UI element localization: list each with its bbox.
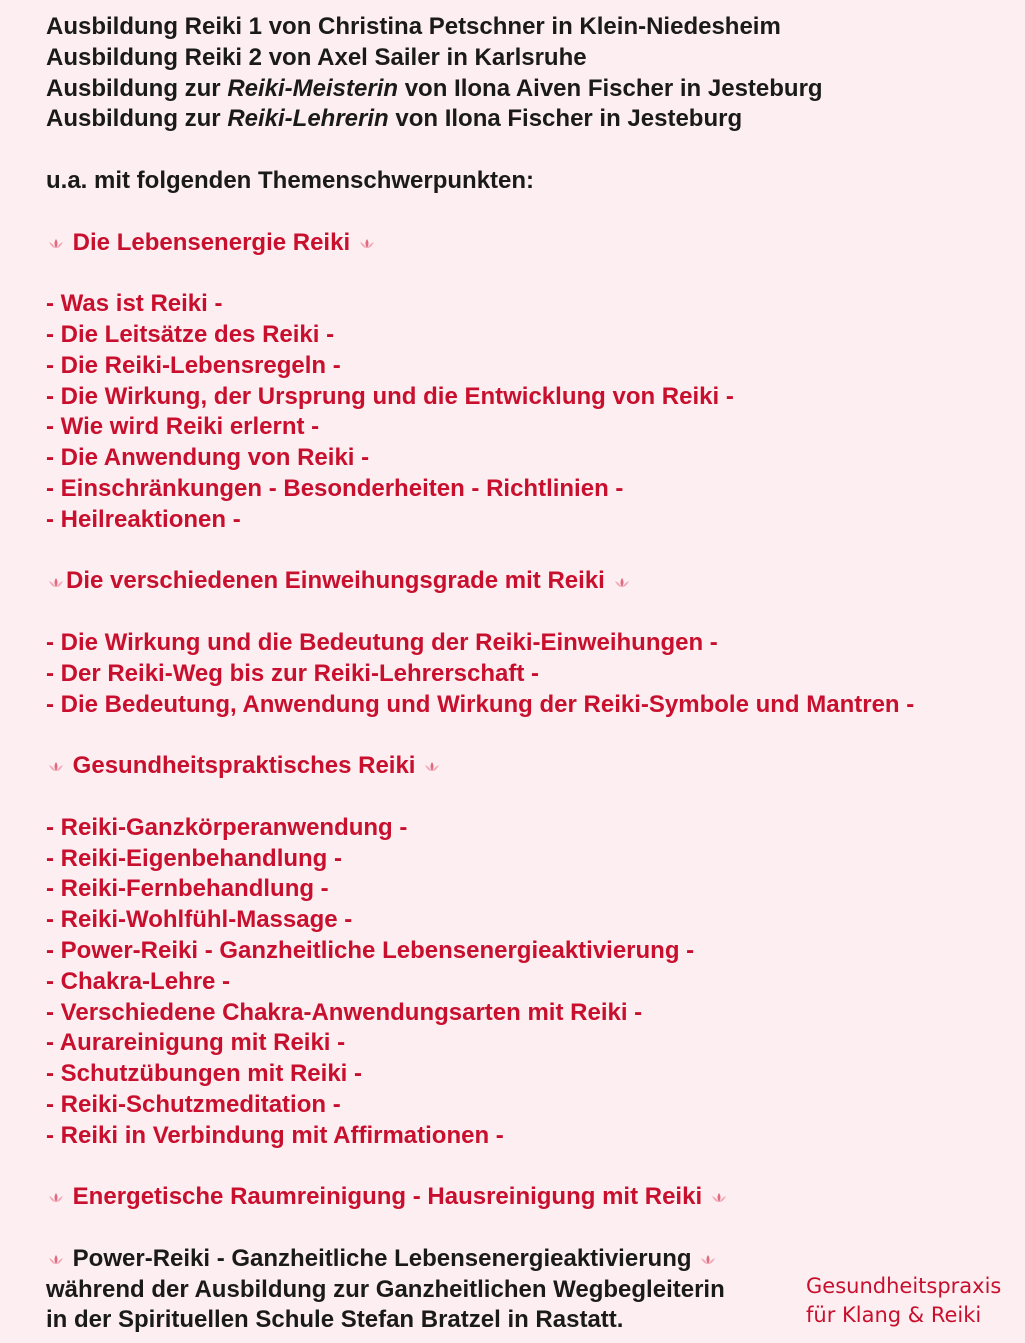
list-item: - Heilreaktionen - <box>46 505 241 533</box>
section-3-heading <box>46 751 1016 782</box>
topics-heading: u.a. mit folgenden Themenschwerpunkten: <box>46 166 535 194</box>
lotus-icon <box>48 1254 64 1265</box>
intro-line-3-pre: Ausbildung zur <box>46 74 228 102</box>
list-item: - Die Bedeutung, Anwendung und Wirkung der Reiki-Symbole und Mantren - <box>46 690 915 718</box>
list-item: - Wie wird Reiki erlernt - <box>46 413 320 441</box>
section-3-heading-text: Gesundheitspraktisches Reiki <box>72 752 416 780</box>
intro-line-3-italic: Reiki-Meisterin <box>227 74 399 102</box>
section-2-heading <box>46 566 1016 597</box>
lotus-icon <box>48 1192 64 1203</box>
list-item: - Die Wirkung, der Ursprung und die Entwicklung von Reiki - <box>46 382 734 410</box>
list-item: - Reiki-Eigenbehandlung - <box>46 844 343 872</box>
lotus-icon <box>48 577 64 588</box>
list-item: - Schutzübungen mit Reiki - <box>46 1060 362 1088</box>
spacer <box>46 258 1016 289</box>
list-item: - Reiki-Wohlfühl-Massage - <box>46 906 353 934</box>
lotus-icon <box>359 238 375 249</box>
lotus-icon <box>48 761 64 772</box>
list-item: - Einschränkungen - Besonderheiten - Richtlinien - <box>46 474 624 502</box>
list-item: - Was ist Reiki - <box>46 290 223 318</box>
section-2-heading-text: Die verschiedenen Einweihungsgrade mit Reiki <box>66 567 605 595</box>
lotus-icon <box>424 761 440 772</box>
list-item: - Reiki-Ganzkörperanwendung - <box>46 813 408 841</box>
lotus-icon <box>700 1254 716 1265</box>
list-item: - Reiki in Verbindung mit Affirmationen - <box>46 1121 504 1149</box>
content <box>46 12 1016 1336</box>
lotus-icon <box>614 577 630 588</box>
list-item: - Aurareinigung mit Reiki - <box>46 1029 346 1057</box>
section-1-heading <box>46 228 1016 259</box>
list-item: - Die Anwendung von Reiki - <box>46 444 370 472</box>
list-item: - Chakra-Lehre - <box>46 967 231 995</box>
intro-line-4-italic: Reiki-Lehrerin <box>227 105 389 133</box>
intro-line-3-post: von Ilona Aiven Fischer in Jesteburg <box>398 74 823 102</box>
section-4-heading <box>46 1182 1016 1213</box>
spacer <box>46 782 1016 813</box>
lotus-icon <box>48 238 64 249</box>
list-item: - Reiki-Fernbehandlung - <box>46 875 329 903</box>
list-item: - Die Leitsätze des Reiki - <box>46 320 335 348</box>
brand-caption-line-1: Gesundheitspraxis <box>806 1274 1002 1298</box>
section-4-heading-text: Energetische Raumreinigung - Hausreinigung mit Reiki <box>72 1183 703 1211</box>
intro-line-2: Ausbildung Reiki 2 von Axel Sailer in Karlsruhe <box>46 43 587 71</box>
intro-line-1: Ausbildung Reiki 1 von Christina Petschner in Klein-Niedesheim <box>46 13 781 40</box>
brand-caption <box>806 1272 1021 1330</box>
lotus-icon <box>711 1192 727 1203</box>
spacer <box>46 197 1016 228</box>
closing-line-2: während der Ausbildung zur Ganzheitlichen Wegbegleiterin <box>46 1275 725 1303</box>
spacer <box>46 720 1016 751</box>
list-item: - Die Reiki-Lebensregeln - <box>46 351 341 379</box>
list-item: - Der Reiki-Weg bis zur Reiki-Lehrerschaft - <box>46 659 540 687</box>
brand-caption-line-2: für Klang & Reiki <box>806 1303 982 1327</box>
spacer <box>46 1213 1016 1244</box>
closing-heading <box>46 1244 1016 1275</box>
spacer <box>46 536 1016 567</box>
spacer <box>46 1151 1016 1182</box>
intro-line-3 <box>46 74 1016 105</box>
intro-line-4 <box>46 104 1016 135</box>
list-item: - Reiki-Schutzmeditation - <box>46 1090 341 1118</box>
intro-line-4-pre: Ausbildung zur <box>46 105 228 133</box>
section-1-heading-text: Die Lebensenergie Reiki <box>72 228 351 256</box>
intro-line-4-post: von Ilona Fischer in Jesteburg <box>388 105 743 133</box>
list-item: - Power-Reiki - Ganzheitliche Lebensenergieaktivierung - <box>46 936 695 964</box>
list-item: - Die Wirkung und die Bedeutung der Reiki-Einweihungen - <box>46 628 718 656</box>
spacer <box>46 597 1016 628</box>
closing-line-3: in der Spirituellen Schule Stefan Bratzel in Rastatt. <box>46 1306 624 1334</box>
spacer <box>46 135 1016 166</box>
list-item: - Verschiedene Chakra-Anwendungsarten mit Reiki - <box>46 998 643 1026</box>
closing-heading-text: Power-Reiki - Ganzheitliche Lebensenergieaktivierung <box>72 1244 692 1272</box>
